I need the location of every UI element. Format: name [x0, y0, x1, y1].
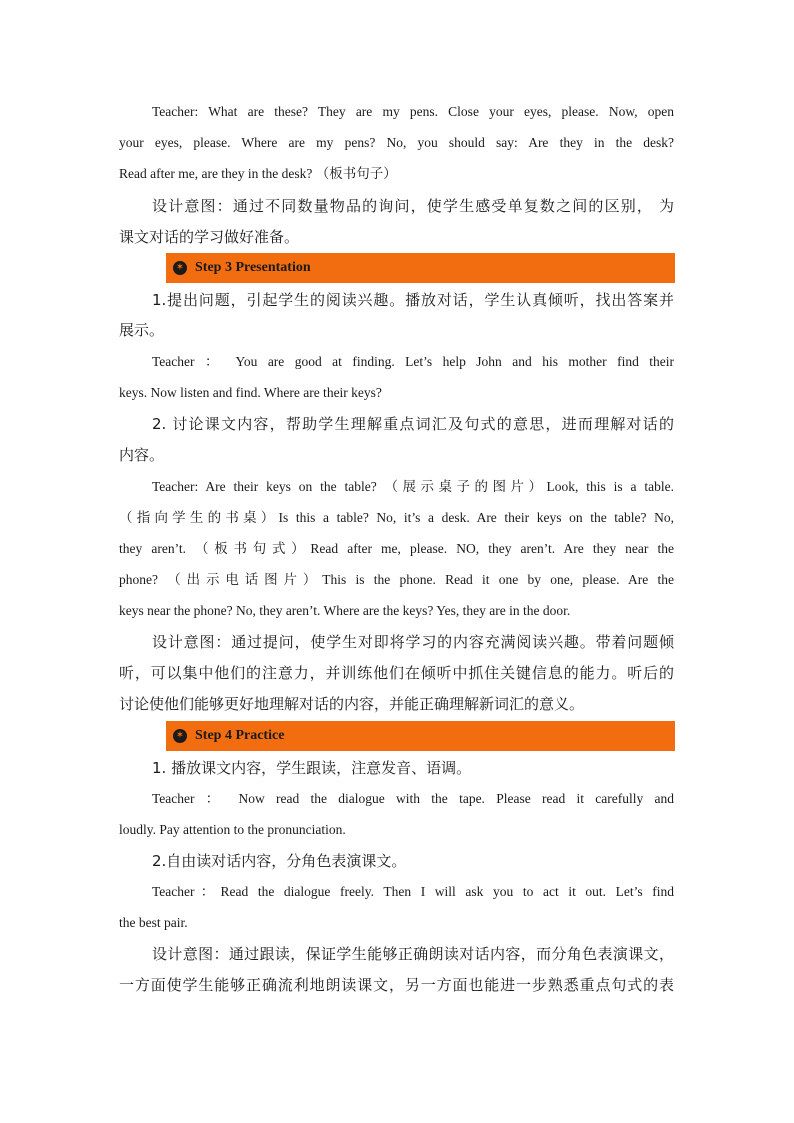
teacher-line: phone? （出示电话图片）This is the phone. Read it one by one, please. Are the — [119, 572, 674, 587]
teacher-line: Read after me, are they in the desk? （板书句子） — [119, 166, 397, 181]
teacher-line: your eyes, please. Where are my pens? No, you should say: Are they in the desk? — [119, 135, 674, 150]
step-3-title: Step 3 Presentation — [195, 260, 311, 275]
instruction-line: 2. 讨论课文内容，帮助学生理解重点词汇及句式的意思，进而理解对话的 — [152, 415, 674, 433]
teacher-line: loudly. Pay attention to the pronunciation. — [119, 822, 346, 837]
design-intent-line: 设计意图：通过不同数量物品的询问，使学生感受单复数之间的区别， 为 — [152, 197, 674, 215]
teacher-line: Teacher: What are these? They are my pens. Close your eyes, please. Now, open — [152, 104, 674, 119]
design-intent-line: 听，可以集中他们的注意力，并训练他们在倾听中抓住关键信息的能力。听后的 — [119, 664, 674, 682]
teacher-line: Teacher ： Now read the dialogue with the tape. Please read it carefully and — [152, 791, 674, 806]
design-intent-line: 课文对话的学习做好准备。 — [119, 228, 300, 246]
star-icon: ✶ — [173, 729, 187, 743]
design-intent-line: 设计意图：通过跟读，保证学生能够正确朗读对话内容，而分角色表演课文， — [152, 945, 674, 963]
teacher-line: keys near the phone? No, they aren’t. Where are the keys? Yes, they are in the door. — [119, 603, 571, 618]
design-intent-line: 设计意图：通过提问，使学生对即将学习的内容充满阅读兴趣。带着问题倾 — [152, 633, 674, 651]
teacher-line: they aren’t. （板书句式）Read after me, please. NO, they aren’t. Are they near the — [119, 541, 674, 556]
teacher-line: Teacher：Read the dialogue freely. Then I will ask you to act it out. Let’s find — [152, 884, 674, 899]
instruction-line: 2.自由读对话内容，分角色表演课文。 — [152, 852, 407, 870]
instruction-line: 展示。 — [119, 321, 165, 339]
design-intent-line: 一方面使学生能够正确流利地朗读课文，另一方面也能进一步熟悉重点句式的表 — [119, 976, 674, 994]
teacher-line: Teacher: Are their keys on the table? （展示桌子的图片）Look, this is a table. — [152, 479, 674, 494]
teacher-line: the best pair. — [119, 915, 188, 930]
design-intent-line: 讨论使他们能够更好地理解对话的内容，并能正确理解新词汇的意义。 — [119, 695, 585, 713]
step-4-title: Step 4 Practice — [195, 728, 285, 743]
teacher-line: Teacher ： You are good at finding. Let’s help John and his mother find their — [152, 354, 674, 369]
star-icon: ✶ — [173, 261, 187, 275]
instruction-line: 1. 播放课文内容，学生跟读，注意发音、语调。 — [152, 759, 472, 777]
instruction-line: 1.提出问题，引起学生的阅读兴趣。播放对话，学生认真倾听，找出答案并 — [152, 291, 674, 309]
teacher-line: keys. Now listen and find. Where are their keys? — [119, 385, 382, 400]
teacher-line: （指向学生的书桌）Is this a table? No, it’s a desk. Are their keys on the table? No, — [119, 510, 674, 525]
instruction-line: 内容。 — [119, 446, 165, 464]
step-4-heading — [166, 721, 675, 751]
step-3-heading — [166, 253, 675, 283]
